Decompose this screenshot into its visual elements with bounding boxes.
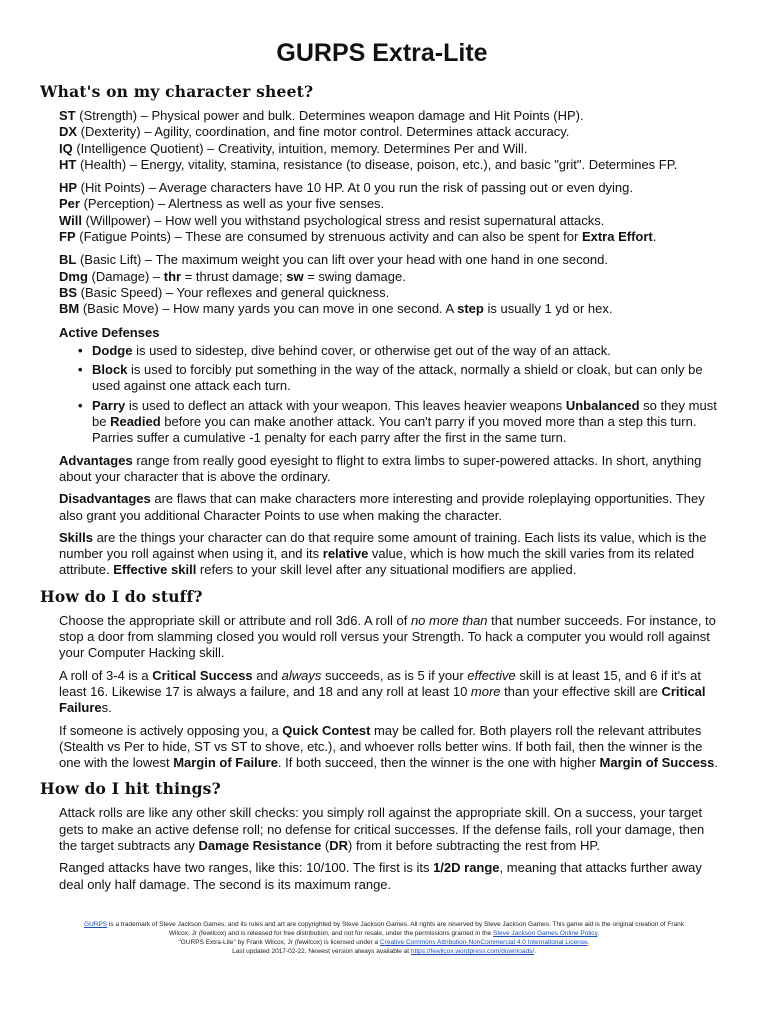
- bold-term: Quick Contest: [282, 722, 371, 738]
- section: [40, 587, 724, 772]
- text-run: .: [714, 755, 719, 771]
- bold-term: Per: [59, 196, 80, 212]
- section: [40, 779, 724, 892]
- bold-term: sw: [286, 268, 304, 284]
- bullet-text: [92, 398, 724, 447]
- bullet-list: [40, 343, 724, 447]
- text-run: are the things your character can do that require some amount of training. Each lists its value, which is the number you roll against when using it, and its: [59, 529, 707, 562]
- bullet-item: [78, 398, 724, 447]
- bold-term: Margin of Success: [599, 755, 715, 771]
- footer-line-3: [84, 947, 684, 956]
- bullet-text: [92, 362, 724, 395]
- text-run: . If both succeed, then the winner is the one with higher: [277, 755, 600, 771]
- text-run: (Basic Speed) – Your reflexes and general quickness.: [77, 284, 390, 300]
- bold-term: relative: [322, 546, 369, 562]
- footer: [84, 920, 684, 956]
- section-heading: What's on my character sheet?: [40, 82, 314, 101]
- bold-term: BS: [59, 284, 78, 300]
- text-run: (Intelligence Quotient) – Creativity, intuition, memory. Determines Per and Will.: [72, 140, 528, 156]
- bullet-icon: •: [78, 362, 83, 378]
- definition-line: [59, 180, 724, 196]
- text-run: .: [652, 229, 657, 245]
- text-run: (: [321, 837, 330, 853]
- text-run: is used to forcibly put something in the way of the attack, normally a shield or cloak, but can only be used against one attack each turn.: [92, 362, 703, 394]
- bold-term: HT: [59, 156, 77, 172]
- document-body: [40, 82, 724, 893]
- bold-term: BL: [59, 252, 77, 268]
- text-run: and: [252, 667, 282, 683]
- paragraph: [59, 723, 724, 772]
- bold-term: Readied: [110, 414, 161, 430]
- bold-term: Unbalanced: [565, 397, 640, 413]
- text-run: is a trademark of Steve Jackson Games, and its rules and art are copyrighted by Steve Jackson Games. All rights are reserved by Steve Jackson Games. This game aid is the original creation of Frank Wilcox, Jr (fewilcox) and is released for free distribution, and not for resale, under the permissions granted in the: [107, 921, 684, 937]
- text-run: Attack rolls are like any other skill checks: you simply roll against the appropriate skill. On a success, your target gets to make an active defense roll; no defense for critical successes. If the defense fails, roll your damage, then the target subtracts any: [59, 805, 705, 853]
- bold-term: DX: [59, 124, 78, 140]
- text-run: before you can make another attack. You can't parry if you moved more than a step this turn. Parries suffer a cumulative -1 penalty for each parry after the first in the same turn.: [92, 414, 697, 446]
- bullet-text: [92, 343, 724, 359]
- definition-line: [59, 252, 724, 268]
- paragraph: [59, 805, 724, 854]
- text-run: "GURPS Extra-Lite" by Frank Wilcox, Jr (fewilcox) is licensed under a: [178, 939, 380, 946]
- text-run: that number succeeds. For instance, to stop a door from slamming closed you would roll versus your Strength. To hack a computer you would roll against your Computer Hacking skill.: [59, 612, 716, 661]
- text-run: .: [587, 939, 590, 946]
- bold-term: Critical Success: [152, 667, 253, 683]
- bullet-icon: •: [78, 397, 83, 413]
- text-run: = swing damage.: [303, 268, 406, 284]
- text-run: than your effective skill are: [500, 683, 662, 699]
- bold-term: Skills: [59, 529, 93, 545]
- definition-line: [59, 213, 724, 229]
- bold-term: Parry: [92, 397, 126, 413]
- text-run: If someone is actively opposing you, a: [59, 722, 283, 738]
- text-run: range from really good eyesight to flight to extra limbs to super-powered attacks. In short, anything about your character that is above the ordinary.: [59, 452, 702, 484]
- definition-line: [59, 157, 724, 173]
- paragraph: [59, 668, 724, 717]
- text-run: (Basic Lift) – The maximum weight you can lift over your head with one hand in one second.: [76, 252, 608, 268]
- text-run: , meaning that attacks further away deal only half damage. The second is its maximum range.: [59, 860, 702, 892]
- bold-term: BM: [59, 301, 80, 317]
- bold-term: Critical Failure: [59, 683, 706, 716]
- paragraph: [59, 491, 724, 524]
- definition-group: [59, 108, 724, 173]
- italic-text: always: [281, 667, 322, 683]
- bold-term: ST: [59, 108, 76, 123]
- text-run: Last updated 2017-02-22. Newest version always available at: [232, 948, 411, 955]
- text-run: so they must be: [92, 397, 717, 430]
- text-run: ) from it before subtracting the rest from HP.: [348, 837, 600, 853]
- bullet-item: [78, 343, 724, 359]
- definition-line: [59, 124, 724, 140]
- text-run: (Willpower) – How well you withstand psychological stress and resist supernatural attacks.: [82, 212, 605, 228]
- italic-text: no more than: [410, 612, 488, 628]
- bold-term: IQ: [59, 140, 73, 156]
- text-run: (Hit Points) – Average characters have 10 HP. At 0 you run the risk of passing out or even dying.: [77, 180, 634, 196]
- bullet-item: [78, 362, 724, 395]
- text-run: succeeds, as is 5 if your: [321, 667, 468, 683]
- text-run: (Damage) –: [87, 268, 164, 284]
- text-run: is used to deflect an attack with your weapon. This leaves heavier weapons: [125, 397, 566, 413]
- definition-group: [59, 180, 724, 245]
- text-run: (Basic Move) – How many yards you can move in one second. A: [79, 301, 458, 317]
- definition-line: [59, 301, 724, 317]
- footer-line-2: [84, 938, 684, 947]
- definition-group: [59, 252, 724, 317]
- bold-term: Effective skill: [113, 562, 197, 578]
- bold-term: Advantages: [59, 452, 133, 468]
- definition-line: [59, 108, 724, 124]
- bold-term: FP: [59, 229, 76, 245]
- footer-link[interactable]: https://fewilcox.wordpress.com/downloads/: [410, 948, 535, 955]
- definition-line: [59, 229, 724, 245]
- text-run: (Perception) – Alertness as well as your five senses.: [79, 196, 385, 212]
- text-run: may be called for. Both players roll the relevant attributes (Stealth vs Per to hide, ST vs ST to shove, etc.), and whoever rolls better wins. If both fail, then the winner is the one with the lowest: [59, 722, 703, 771]
- text-run: (Health) – Energy, vitality, stamina, resistance (to disease, poison, etc.), and basic "grit". Determines FP.: [76, 156, 678, 172]
- footer-link[interactable]: GURPS: [84, 921, 108, 928]
- bold-term: Block: [92, 362, 128, 378]
- definition-line: [59, 285, 724, 301]
- bold-term: Damage Resistance: [198, 837, 322, 853]
- paragraph: [59, 453, 724, 486]
- italic-text: more: [470, 683, 501, 699]
- text-run: Choose the appropriate skill or attribute and roll 3d6. A roll of: [59, 612, 411, 628]
- section-heading: How do I hit things?: [40, 779, 221, 799]
- definition-line: [59, 141, 724, 157]
- bold-term: Extra Effort: [581, 229, 653, 245]
- paragraph: [59, 613, 724, 662]
- bold-term: DR: [329, 837, 349, 853]
- paragraph: [59, 860, 724, 893]
- bold-term: Dodge: [92, 342, 133, 358]
- footer-line-1: [84, 920, 684, 938]
- bold-term: step: [457, 301, 484, 317]
- bullet-icon: •: [78, 342, 83, 358]
- text-run: s.: [101, 700, 112, 716]
- bold-term: Dmg: [59, 268, 88, 284]
- subheading: Active Defenses: [59, 324, 160, 340]
- text-run: (Dexterity) – Agility, coordination, and fine motor control. Determines attack accuracy.: [77, 124, 570, 140]
- text-run: Ranged attacks have two ranges, like this: 10/100. The first is its: [59, 860, 434, 876]
- bold-term: Margin of Failure: [173, 755, 278, 771]
- footer-link[interactable]: Steve Jackson Games Online Policy: [492, 930, 598, 937]
- text-run: refers to your skill level after any situational modifiers are applied.: [196, 562, 577, 578]
- paragraph: [59, 530, 724, 579]
- text-run: (Strength) – Physical power and bulk. Determines weapon damage and Hit Points (HP).: [75, 108, 584, 123]
- text-run: are flaws that can make characters more interesting and provide roleplaying opportunities. They also grant you additional Character Points to use when making the character.: [59, 491, 705, 523]
- bold-term: thr: [163, 268, 182, 284]
- text-run: is usually 1 yd or hex.: [483, 301, 613, 317]
- footer-link[interactable]: Creative Commons Attribution-NonCommercial 4.0 International License: [379, 939, 588, 946]
- text-run: .: [597, 930, 600, 937]
- section-heading: How do I do stuff?: [40, 586, 203, 606]
- text-run: skill is at least 15, and 6 if it's at least 16. Likewise 17 is always a failure, and 18 and any roll at least 10: [59, 667, 702, 699]
- text-run: = thrust damage;: [181, 268, 287, 284]
- text-run: value, which is how much the skill varies from its related attribute.: [59, 546, 695, 578]
- bold-term: Disadvantages: [59, 491, 151, 507]
- italic-text: effective: [467, 667, 516, 683]
- text-run: .: [534, 948, 536, 955]
- definition-line: [59, 196, 724, 212]
- text-run: A roll of 3-4 is a: [59, 667, 153, 683]
- text-run: is used to sidestep, dive behind cover, or otherwise get out of the way of an attack.: [132, 342, 611, 358]
- bold-term: HP: [59, 180, 78, 196]
- bold-term: 1/2D range: [433, 860, 500, 876]
- section: [40, 82, 724, 579]
- text-run: (Fatigue Points) – These are consumed by strenuous activity and can also be spent for: [75, 229, 582, 245]
- page-title: GURPS Extra-Lite: [276, 39, 488, 67]
- definition-line: [59, 269, 724, 285]
- bold-term: Will: [59, 212, 82, 228]
